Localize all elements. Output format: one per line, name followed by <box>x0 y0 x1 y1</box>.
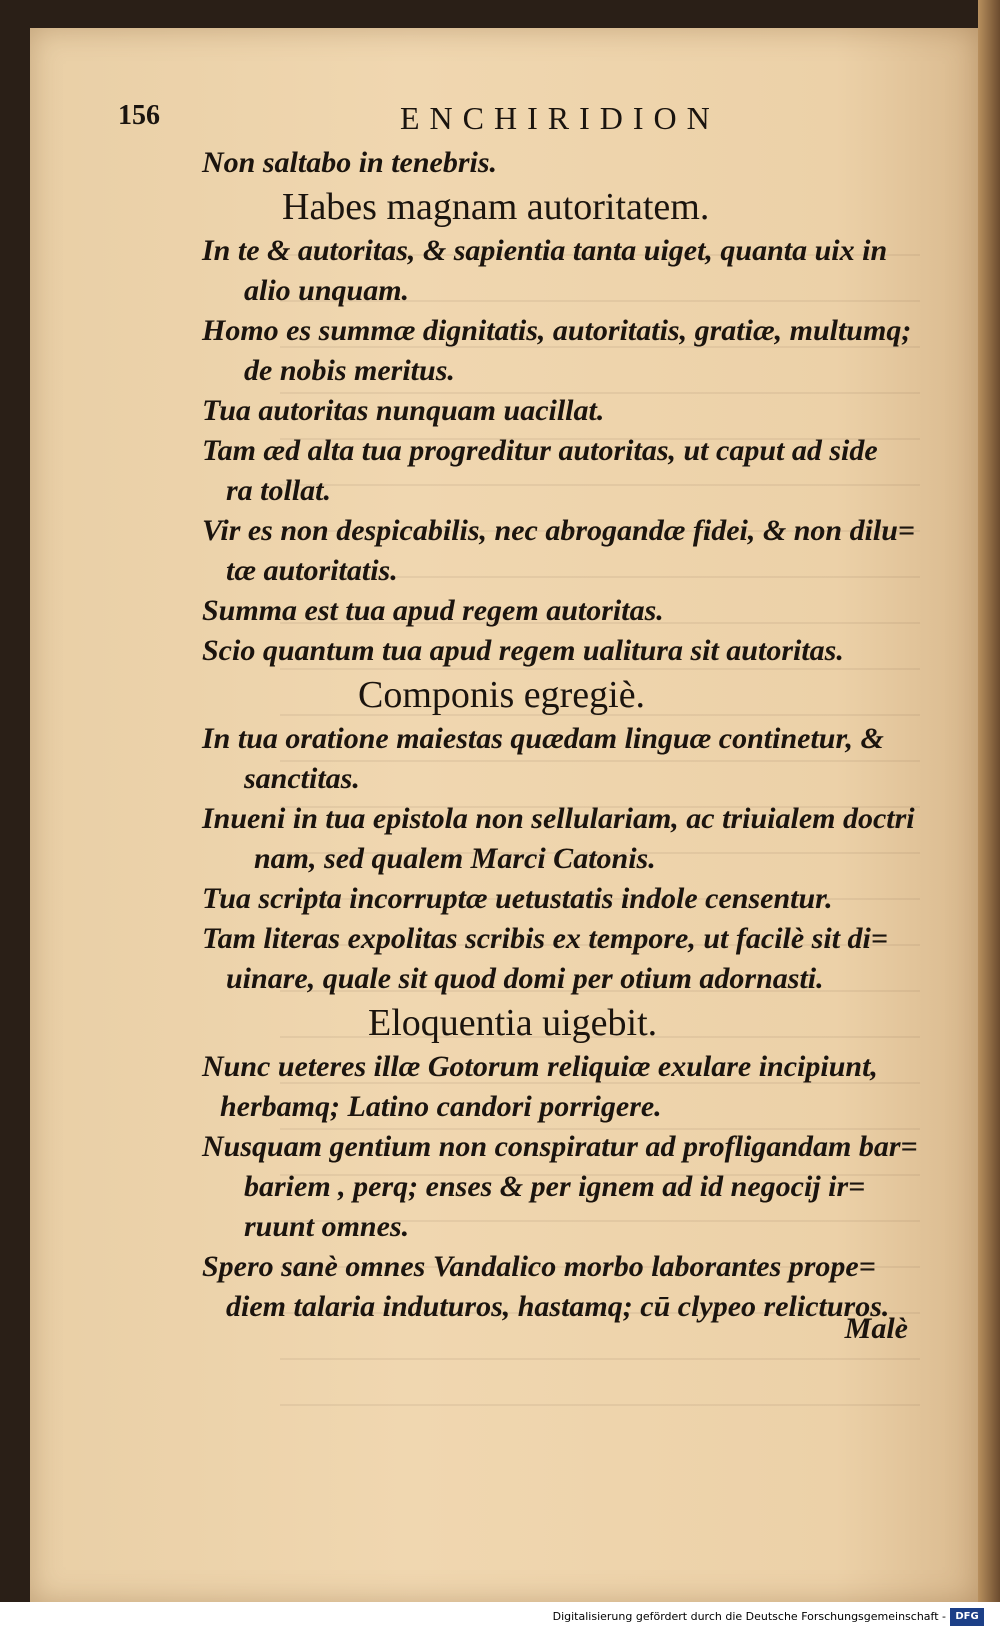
text-line: de nobis meritus. <box>244 354 455 387</box>
funding-note: Digitalisierung gefördert durch die Deutsche Forschungsgemeinschaft - <box>552 1610 946 1623</box>
running-head: ENCHIRIDION <box>400 100 720 136</box>
page-text <box>202 143 942 1327</box>
text-line: Homo es summæ dignitatis, autoritatis, gratiæ, multumq; <box>202 314 912 347</box>
text-line: herbamq; Latino candori porrigere. <box>220 1090 662 1123</box>
text-line: tæ autoritatis. <box>226 554 398 587</box>
text-line: Summa est tua apud regem autoritas. <box>202 594 664 627</box>
page-header <box>118 100 798 140</box>
text-line: nam, sed qualem Marci Catonis. <box>254 842 656 875</box>
footer-bar <box>0 1602 1000 1634</box>
text-line: Non saltabo in tenebris. <box>202 146 498 179</box>
text-line: Tua scripta incorruptæ uetustatis indole censentur. <box>202 882 833 915</box>
text-line: Nusquam gentium non conspiratur ad profligandam bar= <box>202 1130 918 1163</box>
text-line: Vir es non despicabilis, nec abrogandæ fidei, & non dilu= <box>202 514 916 547</box>
dfg-logo: DFG <box>950 1608 984 1626</box>
text-line: ra tollat. <box>226 474 332 507</box>
section-heading: Habes magnam autoritatem. <box>282 186 710 228</box>
text-line: sanctitas. <box>244 762 360 795</box>
catchword: Malè <box>844 1312 908 1345</box>
text-line: Scio quantum tua apud regem ualitura sit autoritas. <box>202 634 844 667</box>
text-line: uinare, quale sit quod domi per otium adornasti. <box>226 962 824 995</box>
text-line: In te & autoritas, & sapientia tanta uiget, quanta uix in <box>202 234 888 267</box>
page-number: 156 <box>118 100 160 131</box>
text-line: alio unquam. <box>244 274 410 307</box>
text-line: Tua autoritas nunquam uacillat. <box>202 394 605 427</box>
section-heading: Componis egregiè. <box>358 674 646 716</box>
text-line: Spero sanè omnes Vandalico morbo laborantes prope= <box>202 1250 876 1283</box>
text-line: diem talaria induturos, hastamq; cū clypeo relicturos. <box>226 1290 890 1323</box>
text-line: ruunt omnes. <box>244 1210 410 1243</box>
text-line: Inueni in tua epistola non sellulariam, ac triuialem doctri <box>202 802 915 835</box>
text-line: In tua oratione maiestas quædam linguæ continetur, & <box>202 722 884 755</box>
text-line: Tam æd alta tua progreditur autoritas, ut caput ad side <box>202 434 878 467</box>
book-edge <box>978 0 1000 1634</box>
text-line: Tam literas expolitas scribis ex tempore, ut facilè sit di= <box>202 922 888 955</box>
section-heading: Eloquentia uigebit. <box>368 1002 658 1044</box>
text-line: Nunc ueteres illæ Gotorum reliquiæ exulare incipiunt, <box>202 1050 878 1083</box>
text-line: bariem , perq; enses & per ignem ad id negocij ir= <box>244 1170 866 1203</box>
